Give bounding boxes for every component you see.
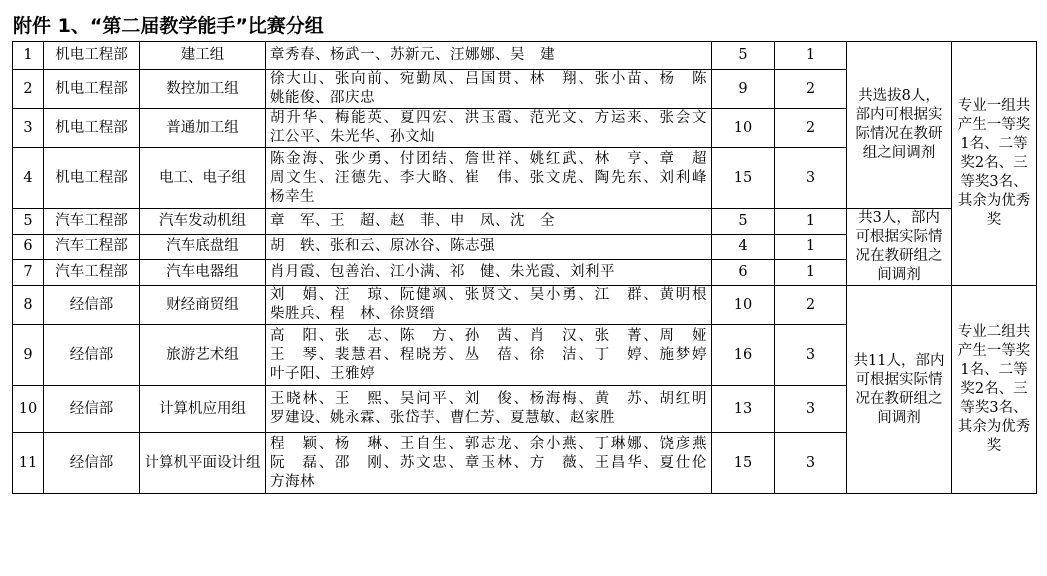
selection-count: 3: [775, 325, 847, 386]
group-name: 汽车底盘组: [140, 234, 266, 260]
table-row: [13, 286, 1037, 325]
row-number: 4: [13, 148, 44, 209]
member-names: [266, 148, 712, 209]
member-names-line: 胡 轶、张和云、原冰谷、陈志强: [270, 238, 495, 255]
group-name: 计算机应用组: [140, 386, 266, 433]
group-name: 建工组: [140, 42, 266, 70]
row-number: 3: [13, 109, 44, 148]
member-names-line: 方海林: [270, 473, 315, 490]
row-number: 11: [13, 433, 44, 494]
award-group2: 专业二组共产生一等奖1名、二等奖2名、三等奖3名、其余为优秀奖: [952, 286, 1037, 494]
member-names-line: 罗建设、姚永霖、张岱芋、曹仁芳、夏慧敏、赵家胜: [270, 410, 615, 426]
member-count: 10: [712, 286, 775, 325]
note-qiche: 共3人，部内可根据实际情况在教研组之间调剂: [847, 209, 952, 286]
department: 机电工程部: [44, 70, 140, 109]
row-number: 10: [13, 386, 44, 433]
row-number: 7: [13, 260, 44, 286]
group-name: 汽车电器组: [140, 260, 266, 286]
department: 经信部: [44, 286, 140, 325]
selection-count: 1: [775, 260, 847, 286]
table-body: [13, 42, 1037, 494]
member-names: [266, 42, 712, 70]
member-names-line: 程 颖、杨 琳、王自生、郭志龙、余小燕、丁琳娜、饶彦燕: [270, 435, 707, 452]
member-names: [266, 386, 712, 433]
member-names-line: 杨幸生: [270, 188, 315, 205]
department: 汽车工程部: [44, 234, 140, 260]
member-names-line: 柴胜兵、程 林、徐贤缙: [270, 306, 435, 322]
selection-count: 3: [775, 386, 847, 433]
member-names-line: 章秀春、杨武一、苏新元、汪娜娜、吴 建: [270, 47, 555, 63]
member-names: [266, 209, 712, 235]
table-row: [13, 209, 1037, 235]
selection-count: 1: [775, 234, 847, 260]
member-names: [266, 325, 712, 386]
member-names-line: 徐大山、张向前、宛勤凤、吕国贯、林 翔、张小苗、杨 陈: [270, 71, 707, 87]
row-number: 1: [13, 42, 44, 70]
member-names-line: 陈金海、张少勇、付团结、詹世祥、姚红武、林 亨、章 超: [270, 150, 707, 167]
member-count: 16: [712, 325, 775, 386]
member-names: [266, 286, 712, 325]
group-name: 旅游艺术组: [140, 325, 266, 386]
selection-count: 1: [775, 42, 847, 70]
department: 机电工程部: [44, 148, 140, 209]
selection-count: 3: [775, 433, 847, 494]
department: 汽车工程部: [44, 209, 140, 235]
member-names: [266, 234, 712, 260]
member-names-line: 胡升华、梅能英、夏四宏、洪玉霞、范光文、方运来、张会文: [270, 110, 707, 126]
grouping-table: [12, 41, 1037, 494]
note-jidian: 共选拔8人，部内可根据实际情况在教研组之间调剂: [847, 42, 952, 209]
group-name: 汽车发动机组: [140, 209, 266, 235]
note-jingxin: 共11人，部内可根据实际情况在教研组之间调剂: [847, 286, 952, 494]
department: 汽车工程部: [44, 260, 140, 286]
department: 经信部: [44, 433, 140, 494]
member-names-line: 刘 娟、汪 琼、阮健飒、张贤文、吴小勇、江 群、黄明根: [270, 287, 707, 303]
group-name: 普通加工组: [140, 109, 266, 148]
table-row: [13, 42, 1037, 70]
department: 经信部: [44, 386, 140, 433]
group-name: 计算机平面设计组: [140, 433, 266, 494]
selection-count: 3: [775, 148, 847, 209]
row-number: 5: [13, 209, 44, 235]
selection-count: 2: [775, 70, 847, 109]
member-names-line: 肖月霞、包善治、江小满、祁 健、朱光霞、刘利平: [270, 264, 615, 281]
member-count: 10: [712, 109, 775, 148]
member-names: [266, 70, 712, 109]
member-names-line: 章 军、王 超、赵 菲、申 凤、沈 全: [270, 212, 555, 229]
selection-count: 2: [775, 109, 847, 148]
member-names-line: 江公平、朱光华、孙文灿: [270, 129, 435, 145]
member-names-line: 阮 磊、邵 刚、苏文忠、章玉林、方 薇、王昌华、夏仕伦: [270, 454, 707, 471]
department: 经信部: [44, 325, 140, 386]
member-names-line: 王 琴、裴慧君、程晓芳、丛 蓓、徐 洁、丁 婷、施梦婷: [270, 346, 707, 363]
member-names: [266, 109, 712, 148]
department: 机电工程部: [44, 109, 140, 148]
member-names: [266, 433, 712, 494]
member-names-line: 姚能俊、邵庆忠: [270, 90, 375, 106]
member-count: 6: [712, 260, 775, 286]
member-names-line: 高 阳、张 志、陈 方、孙 茜、肖 汉、张 菁、周 娅: [270, 327, 707, 344]
award-group1: 专业一组共产生一等奖1名、二等奖2名、三等奖3名、其余为优秀奖: [952, 42, 1037, 286]
group-name: 电工、电子组: [140, 148, 266, 209]
member-count: 4: [712, 234, 775, 260]
row-number: 2: [13, 70, 44, 109]
member-count: 5: [712, 42, 775, 70]
group-name: 财经商贸组: [140, 286, 266, 325]
member-count: 5: [712, 209, 775, 235]
selection-count: 1: [775, 209, 847, 235]
department: 机电工程部: [44, 42, 140, 70]
group-name: 数控加工组: [140, 70, 266, 109]
row-number: 9: [13, 325, 44, 386]
member-names: [266, 260, 712, 286]
member-count: 15: [712, 148, 775, 209]
member-names-line: 周文生、汪德先、李大略、崔 伟、张文虎、陶先东、刘利峰: [270, 169, 707, 186]
member-count: 15: [712, 433, 775, 494]
member-count: 13: [712, 386, 775, 433]
selection-count: 2: [775, 286, 847, 325]
row-number: 6: [13, 234, 44, 260]
page-title: 附件 1、“第二届教学能手”比赛分组: [13, 15, 324, 37]
row-number: 8: [13, 286, 44, 325]
member-names-line: 王晓林、王 熙、吴问平、刘 俊、杨海梅、黄 苏、胡红明: [270, 391, 707, 407]
member-count: 9: [712, 70, 775, 109]
member-names-line: 叶子阳、王雅婷: [270, 365, 375, 382]
